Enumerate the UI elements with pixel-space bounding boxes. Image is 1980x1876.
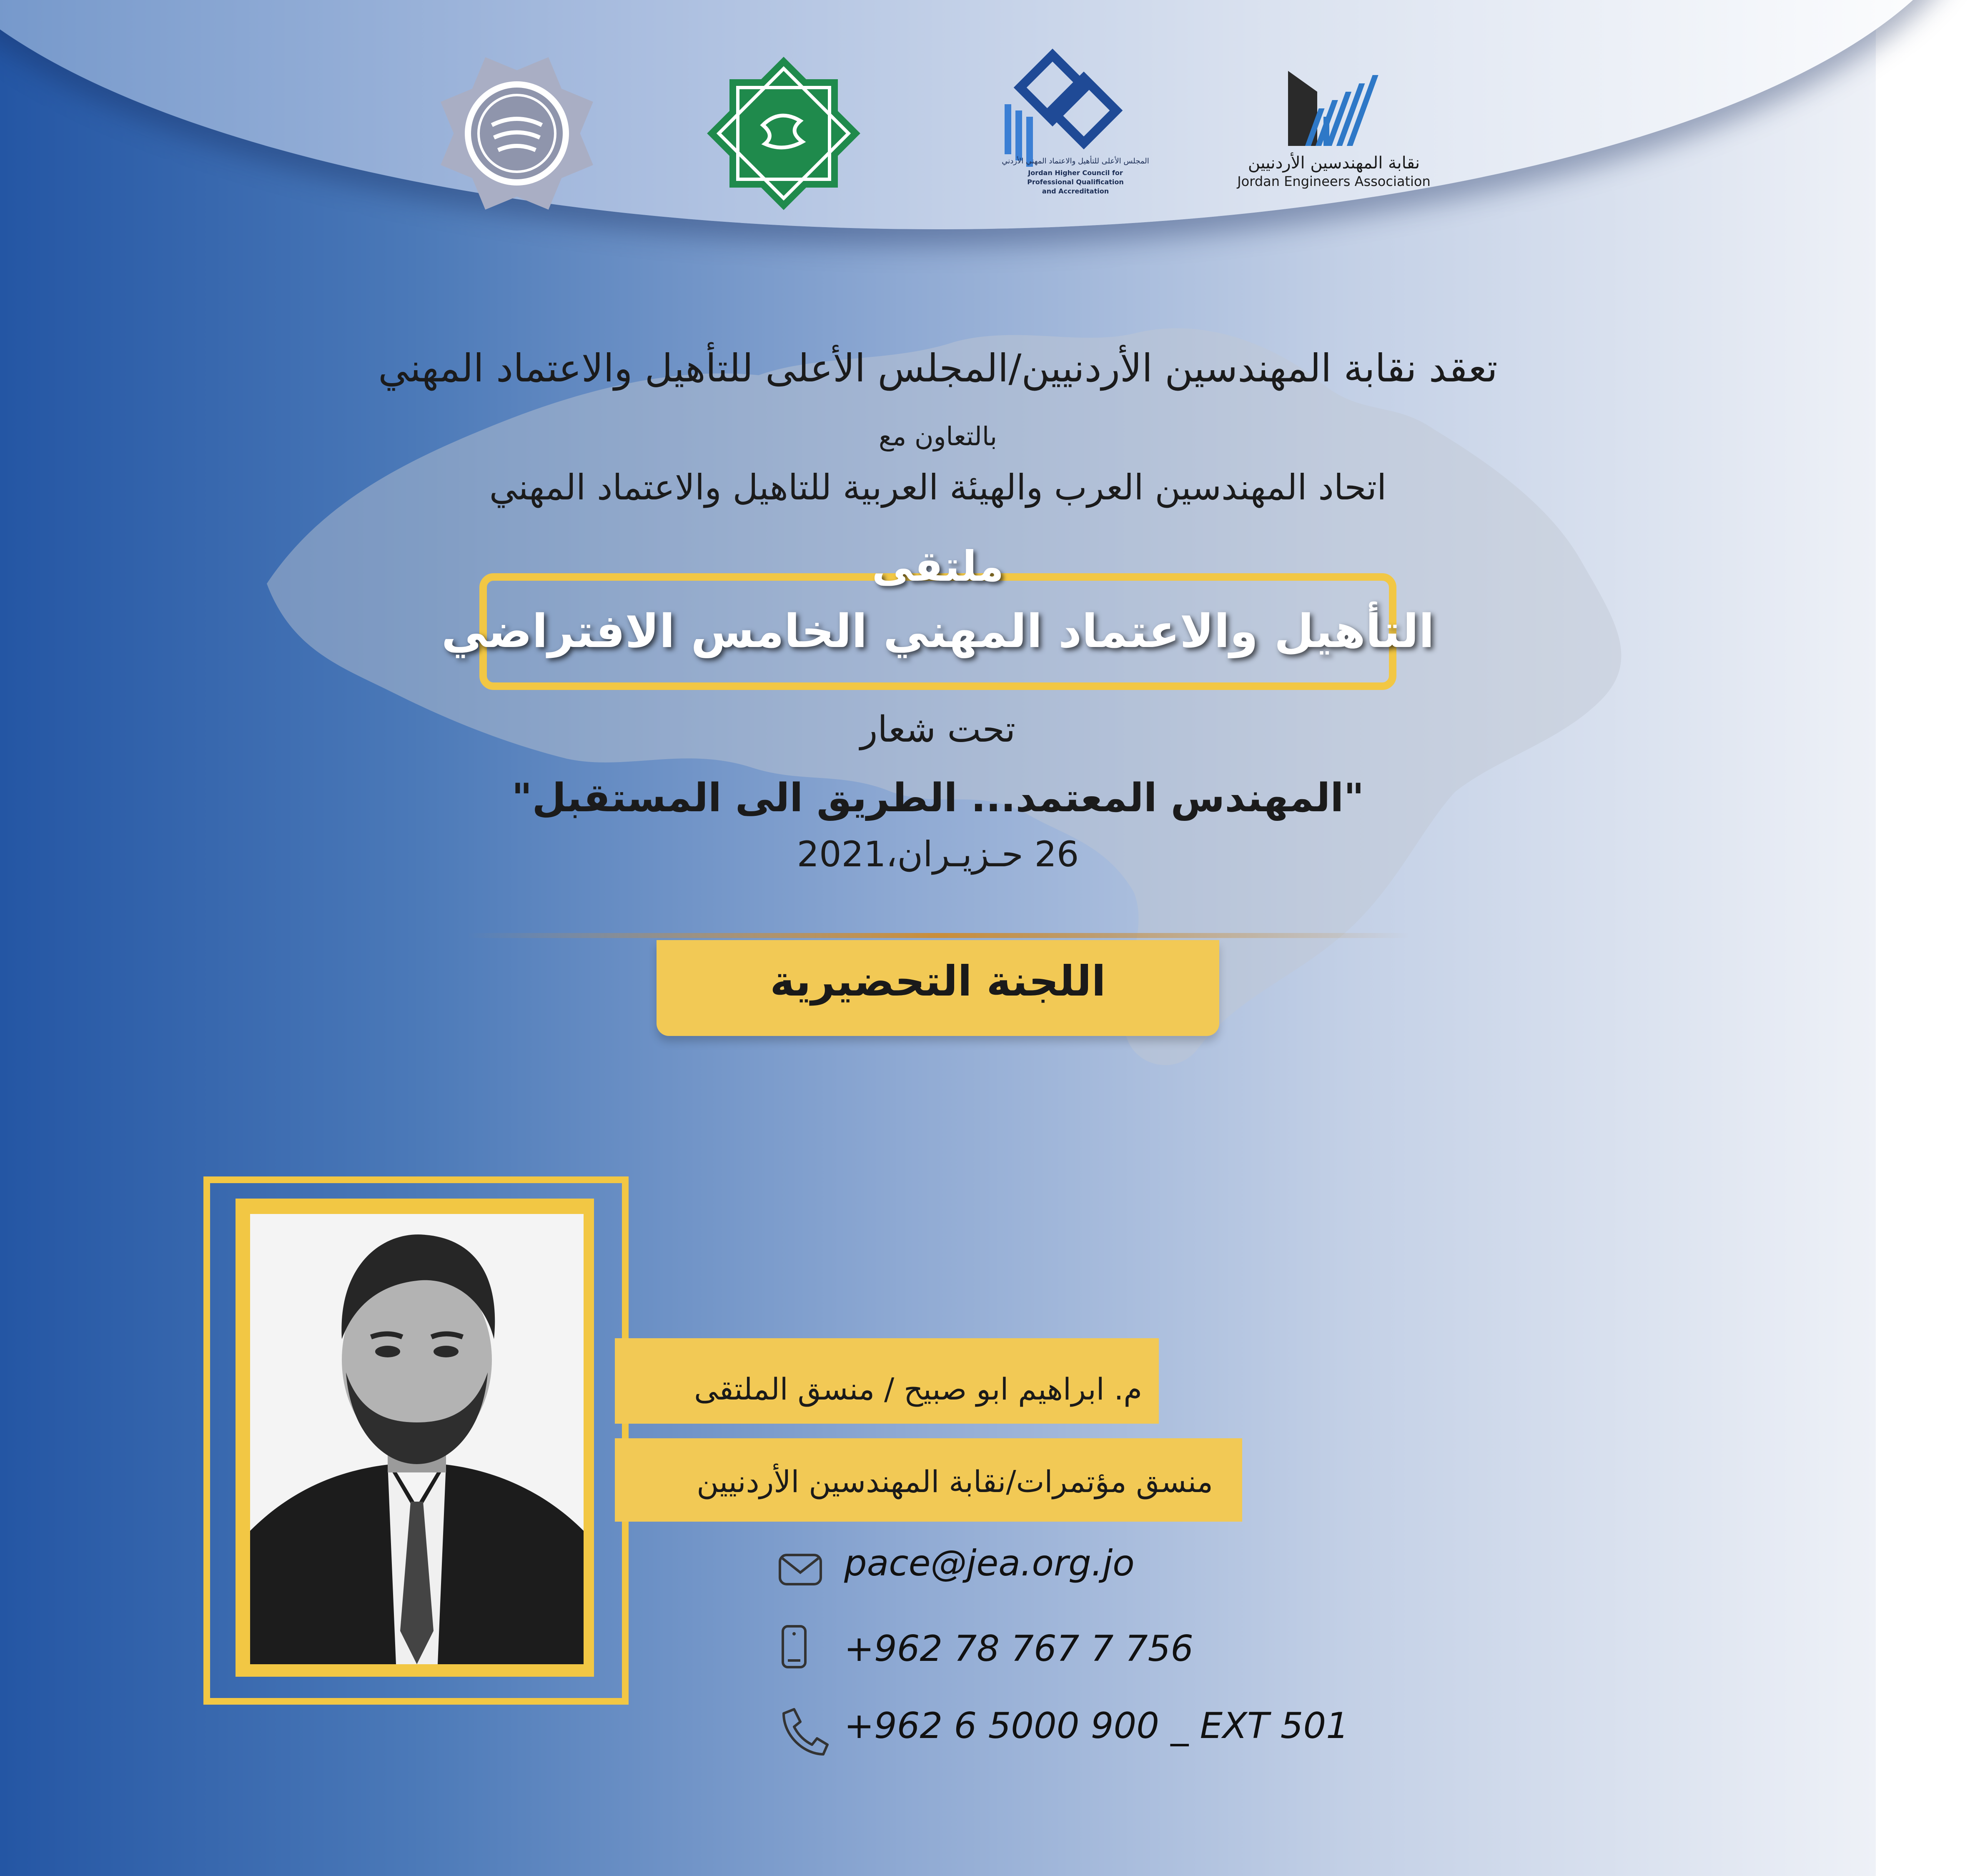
intro-line-3: اتحاد المهندسين العرب والهيئة العربية للتاهيل والاعتماد المهني bbox=[489, 467, 1387, 508]
person-photo-drawing bbox=[250, 1214, 584, 1664]
contact-phone[interactable]: +962 6 5000 900 _ EXT 501 bbox=[844, 1705, 1349, 1747]
role-banner bbox=[615, 1438, 1242, 1522]
contact-mobile[interactable]: +962 78 767 7 756 bbox=[844, 1628, 1193, 1670]
telephone-icon bbox=[775, 1705, 830, 1755]
svg-text:Professional Qualification: Professional Qualification bbox=[1027, 178, 1124, 186]
event-title: التأهيل والاعتماد المهني الخامس الافتراضي bbox=[441, 604, 1435, 658]
jea-logo-arabic: نقابة المهندسين الأردنيين bbox=[1248, 153, 1420, 173]
slogan: "المهندس المعتمد... الطريق الى المستقبل" bbox=[511, 775, 1364, 821]
jordan-higher-council-logo bbox=[992, 54, 1149, 204]
person-name: م. ابراهيم ابو صبيح / منسق الملتقى bbox=[694, 1372, 1142, 1407]
svg-text:and Accreditation: and Accreditation bbox=[1042, 187, 1109, 195]
mobile-phone-icon bbox=[779, 1624, 809, 1670]
svg-text:Jordan Higher Council for: Jordan Higher Council for bbox=[1028, 169, 1123, 177]
person-role: منسق مؤتمرات/نقابة المهندسين الأردنيين bbox=[697, 1464, 1213, 1499]
intro-line-1: تعقد نقابة المهندسين الأردنيين/المجلس الأعلى للتأهيل والاعتماد المهني bbox=[378, 346, 1498, 391]
jea-emblem-icon bbox=[1234, 67, 1434, 150]
slogan-label: تحت شعار bbox=[860, 709, 1016, 750]
committee-banner bbox=[657, 940, 1219, 1036]
envelope-icon bbox=[777, 1551, 823, 1588]
intro-line-2: بالتعاون مع bbox=[879, 421, 997, 451]
divider bbox=[467, 933, 1409, 938]
event-pre-title: ملتقى bbox=[872, 542, 1004, 591]
svg-text:المجلس الأعلى للتأهيل والاعتما: المجلس الأعلى للتأهيل والاعتماد المهني الأردني bbox=[1002, 157, 1149, 166]
jordan-higher-council-logo-text bbox=[1002, 155, 1149, 195]
header-arc bbox=[0, 0, 1980, 229]
arab-engineers-union-logo bbox=[709, 58, 859, 208]
jea-logo-english: Jordan Engineers Association bbox=[1237, 173, 1431, 189]
committee-label: اللجنة التحضيرية bbox=[770, 957, 1106, 1006]
arab-accreditation-authority-logo bbox=[442, 58, 592, 208]
event-date: 26 حـزيـران،2021 bbox=[797, 834, 1079, 875]
contact-email[interactable]: pace@jea.org.jo bbox=[844, 1542, 1135, 1584]
name-banner bbox=[615, 1338, 1159, 1424]
person-photo bbox=[250, 1214, 584, 1664]
jordan-engineers-association-logo bbox=[1234, 67, 1434, 200]
